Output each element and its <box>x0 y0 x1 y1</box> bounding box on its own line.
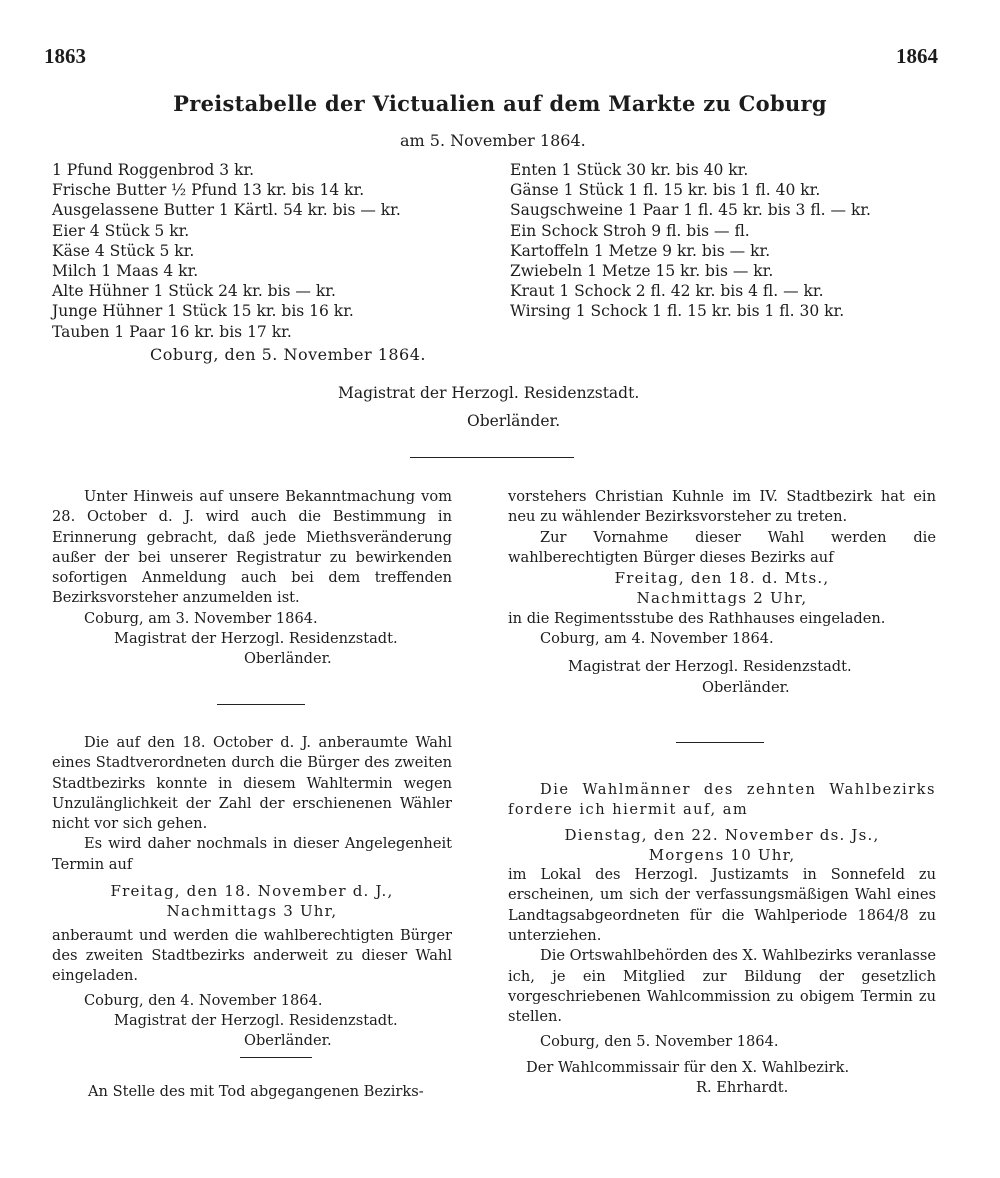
notice-text: vorstehers Christian Kuhnle im IV. Stadtbezirk hat ein neu zu wählender Bezirksvorsteher zu treten. <box>508 488 936 526</box>
price-item: Kraut 1 Schock 2 fl. 42 kr. bis 4 fl. — kr. <box>510 282 824 301</box>
price-item: Ausgelassene Butter 1 Kärtl. 54 kr. bis — kr. <box>52 201 401 220</box>
price-item: Käse 4 Stück 5 kr. <box>52 241 195 260</box>
price-item: Wirsing 1 Schock 1 fl. 15 kr. bis 1 fl. 30 kr. <box>510 302 845 321</box>
notice-electors-summons <box>508 780 936 1098</box>
price-list-right <box>510 160 871 322</box>
price-item: Saugschweine 1 Paar 1 fl. 45 kr. bis 3 fl. — kr. <box>510 201 871 220</box>
notice-time-line: Nachmittags 3 Uhr, <box>166 902 338 921</box>
page-number-right: 1864 <box>896 44 938 68</box>
notice-text: anberaumt und werden die wahlberechtigten Bürger des zweiten Stadtbezirks anderweit zu dieser Wahl eingeladen. <box>52 926 452 985</box>
price-table-authority: Magistrat der Herzogl. Residenzstadt. <box>338 384 640 402</box>
price-table-date: am 5. November 1864. <box>400 131 586 150</box>
price-item: Kartoffeln 1 Metze 9 kr. bis — kr. <box>510 241 771 260</box>
notice-authority: Magistrat der Herzogl. Residenzstadt. <box>568 658 852 676</box>
price-item: Tauben 1 Paar 16 kr. bis 17 kr. <box>52 322 292 341</box>
price-item: Alte Hühner 1 Stück 24 kr. bis — kr. <box>52 282 336 301</box>
price-item: Milch 1 Maas 4 kr. <box>52 262 199 281</box>
notice-date-line: Freitag, den 18. November d. J., <box>110 882 394 901</box>
notice-date-line: Dienstag, den 22. November ds. Js., <box>564 825 880 844</box>
notice-signer: Oberländer. <box>702 678 790 696</box>
notice-place-date: Coburg, am 3. November 1864. <box>84 609 318 627</box>
section-divider <box>410 457 574 458</box>
price-item: Ein Schock Stroh 9 fl. bis — fl. <box>510 221 750 240</box>
price-item: Zwiebeln 1 Metze 15 kr. bis — kr. <box>510 262 774 281</box>
notice-text: in die Regimentsstube des Rathhauses eingeladen. <box>508 609 886 627</box>
notice-text: Unter Hinweis auf unsere Bekanntmachung vom 28. October d. J. wird auch die Bestimmung in Erinnerung gebracht, daß jede Miethsveränderung außer der bei unserer Registratur zu bewirkenden sofortigen Anmeldung auch bei dem treffenden Bezirksvorsteher anzumelden ist. <box>52 488 452 607</box>
price-list-left <box>52 160 401 342</box>
section-divider <box>676 742 764 743</box>
notice-district-warden-start <box>52 1082 452 1102</box>
notice-text: Die Wahlmänner des zehnten Wahlbezirks fordere ich hiermit auf, am <box>508 781 936 819</box>
price-table-signer: Oberländer. <box>467 412 561 430</box>
notice-authority: Magistrat der Herzogl. Residenzstadt. <box>114 1011 398 1029</box>
notice-place-date: Coburg, am 4. November 1864. <box>540 630 774 648</box>
notice-time-line: Morgens 10 Uhr, <box>648 845 796 864</box>
notice-date-line: Freitag, den 18. d. Mts., <box>614 569 830 588</box>
notice-text: Es wird daher nochmals in dieser Angelegenheit Termin auf <box>52 835 452 873</box>
notice-text: Die Ortswahlbehörden des X. Wahlbezirks veranlasse ich, je ein Mitglied zur Bildung der gesetzlich vorgeschriebenen Wahlcommission zu obigem Termin zu stellen. <box>508 947 936 1026</box>
notice-text: An Stelle des mit Tod abgegangenen Bezirks- <box>88 1083 424 1100</box>
price-item: Gänse 1 Stück 1 fl. 15 kr. bis 1 fl. 40 kr. <box>510 181 821 200</box>
notice-place-date: Coburg, den 5. November 1864. <box>540 1032 779 1050</box>
notice-registration <box>52 487 452 670</box>
notice-authority: Der Wahlcommissair für den X. Wahlbezirk. <box>526 1058 850 1076</box>
price-item: Frische Butter ½ Pfund 13 kr. bis 14 kr. <box>52 181 365 200</box>
notice-signer: R. Ehrhardt. <box>696 1079 789 1097</box>
notice-signer: Oberländer. <box>244 1032 332 1050</box>
section-divider <box>240 1057 312 1058</box>
notice-time-line: Nachmittags 2 Uhr, <box>636 589 808 608</box>
price-item: Eier 4 Stück 5 kr. <box>52 221 190 240</box>
notice-city-council-election <box>52 733 452 1051</box>
notice-authority: Magistrat der Herzogl. Residenzstadt. <box>114 630 398 648</box>
notice-text: im Lokal des Herzogl. Justizamts in Sonnefeld zu erscheinen, um sich der verfassungsmäßigen Wahl eines Landtagsabgeordneten für die Wahlperiode 1864/8 zu unterziehen. <box>508 866 936 945</box>
price-item: 1 Pfund Roggenbrod 3 kr. <box>52 161 255 179</box>
price-item: Enten 1 Stück 30 kr. bis 40 kr. <box>510 161 749 179</box>
price-table-title: Preistabelle der Victualien auf dem Markte zu Coburg <box>173 91 827 116</box>
price-item: Junge Hühner 1 Stück 15 kr. bis 16 kr. <box>52 302 354 321</box>
notice-place-date: Coburg, den 4. November 1864. <box>84 991 323 1009</box>
section-divider <box>217 704 305 705</box>
notice-signer: Oberländer. <box>244 650 332 668</box>
page-number-left: 1863 <box>44 44 86 68</box>
notice-text: Die auf den 18. October d. J. anberaumte Wahl eines Stadtverordneten durch die Bürger des zweiten Stadtbezirks konnte in diesem Wahltermin wegen Unzulänglichkeit der Zahl der erschienenen Wähler nicht vor sich gehen. <box>52 734 452 833</box>
notice-text: Zur Vornahme dieser Wahl werden die wahlberechtigten Bürger dieses Bezirks auf <box>508 528 936 566</box>
price-table-place-date: Coburg, den 5. November 1864. <box>150 345 426 364</box>
notice-district-warden-continued <box>508 487 936 698</box>
